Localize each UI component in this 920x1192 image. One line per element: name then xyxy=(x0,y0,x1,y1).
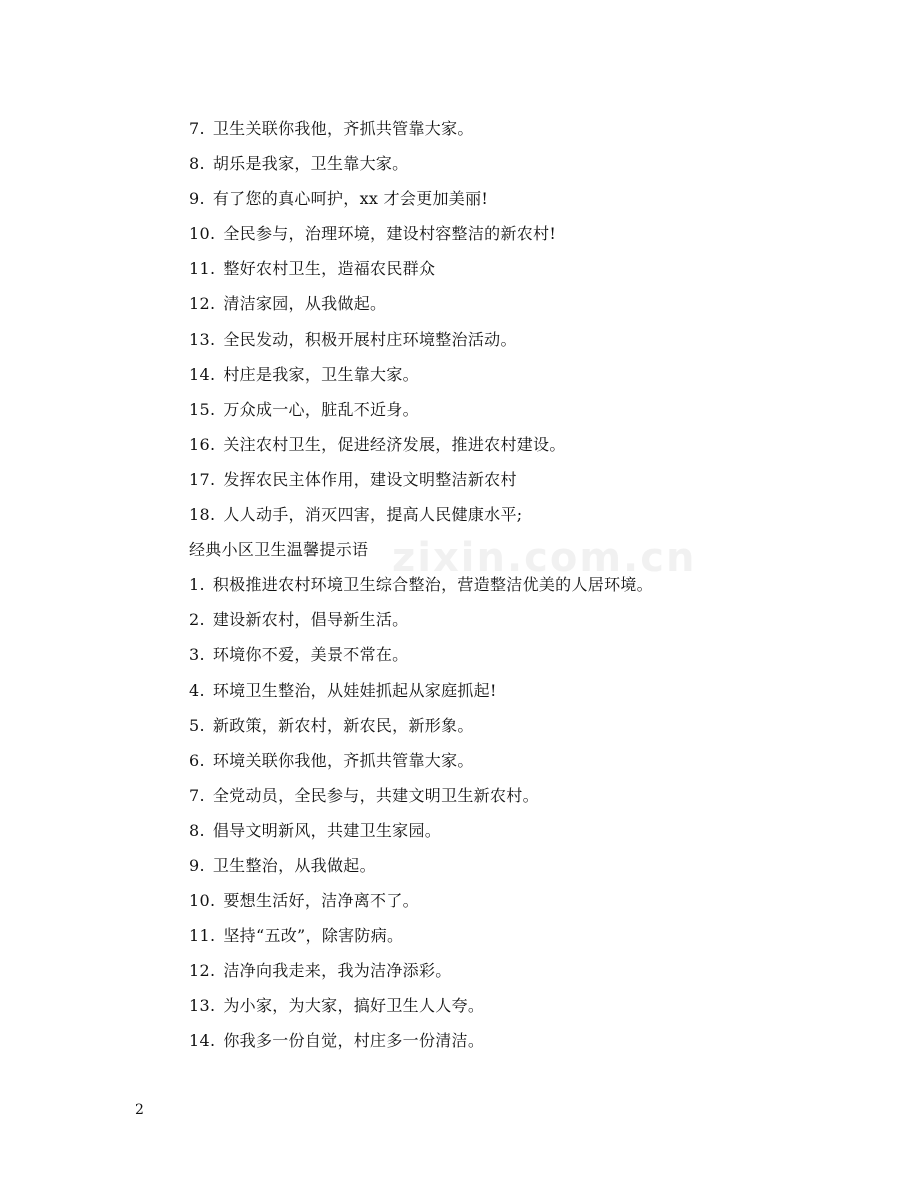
item-text: 全民发动，积极开展村庄环境整治活动。 xyxy=(223,329,517,349)
item-text: 发挥农民主体作用，建设文明整洁新农村 xyxy=(223,469,517,489)
list-item xyxy=(189,181,809,216)
list-item xyxy=(189,392,809,427)
list-item xyxy=(189,146,809,181)
list-item xyxy=(189,357,809,392)
item-number: 6. xyxy=(189,750,205,770)
item-number: 13. xyxy=(189,996,216,1016)
list-item xyxy=(189,322,809,357)
item-text: 卫生关联你我他，齐抓共管靠大家。 xyxy=(212,119,474,138)
list-item xyxy=(189,286,809,321)
item-text: 胡乐是我家，卫生靠大家。 xyxy=(212,154,409,174)
watermark: zixin.com.cn xyxy=(392,535,697,581)
item-number: 3. xyxy=(189,645,205,665)
item-number: 1. xyxy=(189,575,205,595)
item-number: 7. xyxy=(189,119,205,138)
list-item xyxy=(189,743,809,778)
item-text: 新政策，新农村，新农民，新形象。 xyxy=(212,715,474,735)
list-item xyxy=(189,778,809,813)
item-number: 12. xyxy=(189,294,216,314)
item-text: 村庄是我家，卫生靠大家。 xyxy=(223,364,419,384)
item-number: 8. xyxy=(189,154,205,174)
item-text: 万众成一心，脏乱不近身。 xyxy=(223,399,419,419)
slogan-list-1 xyxy=(189,111,809,532)
item-text: 积极推进农村环境卫生综合整治，营造整洁优美的人居环境。 xyxy=(212,575,653,595)
item-text: 要想生活好，洁净离不了。 xyxy=(223,891,419,911)
list-item xyxy=(189,848,809,883)
slogan-list-2 xyxy=(189,567,809,1058)
item-text: 坚持“五改”，除害防病。 xyxy=(223,926,404,946)
item-text: 环境卫生整治，从娃娃抓起从家庭抓起! xyxy=(212,680,497,700)
page-number: 2 xyxy=(135,1102,144,1118)
list-item xyxy=(189,216,809,251)
item-text: 关注农村卫生，促进经济发展，推进农村建设。 xyxy=(223,434,566,454)
list-item xyxy=(189,918,809,953)
document-body xyxy=(189,111,809,1059)
item-number: 9. xyxy=(189,855,205,875)
list-item xyxy=(189,813,809,848)
item-text: 为小家，为大家，搞好卫生人人夸。 xyxy=(223,996,485,1016)
item-number: 14. xyxy=(189,1031,216,1051)
item-text: 你我多一份自觉，村庄多一份清洁。 xyxy=(223,1031,485,1051)
list-item xyxy=(189,953,809,988)
list-item xyxy=(189,111,809,146)
list-item xyxy=(189,602,809,637)
list-item xyxy=(189,462,809,497)
item-number: 4. xyxy=(189,680,205,700)
item-text: 倡导文明新风，共建卫生家园。 xyxy=(212,820,442,840)
item-text: 建设新农村，倡导新生活。 xyxy=(212,610,409,630)
item-number: 17. xyxy=(189,469,216,489)
list-item xyxy=(189,497,809,532)
list-item xyxy=(189,637,809,672)
item-text: 清洁家园，从我做起。 xyxy=(223,294,387,314)
item-number: 2. xyxy=(189,610,205,630)
item-number: 5. xyxy=(189,715,205,735)
section-heading: 经典小区卫生温馨提示语 xyxy=(189,540,369,560)
item-number: 11. xyxy=(189,259,216,279)
item-number: 11. xyxy=(189,926,216,946)
item-number: 14. xyxy=(189,364,216,384)
item-number: 8. xyxy=(189,820,205,840)
item-text: 人人动手，消灭四害，提高人民健康水平; xyxy=(223,505,523,525)
item-number: 13. xyxy=(189,329,216,349)
item-number: 16. xyxy=(189,434,216,454)
list-item xyxy=(189,708,809,743)
item-text: 全民参与，治理环境，建设村容整洁的新农村! xyxy=(223,224,557,244)
item-number: 12. xyxy=(189,961,216,981)
item-number: 9. xyxy=(189,189,205,209)
item-number: 18. xyxy=(189,505,216,525)
item-text: 全党动员，全民参与，共建文明卫生新农村。 xyxy=(212,785,539,805)
list-item xyxy=(189,427,809,462)
list-item xyxy=(189,567,809,602)
item-number: 10. xyxy=(189,224,216,244)
list-item xyxy=(189,251,809,286)
item-text: 卫生整治，从我做起。 xyxy=(212,855,376,875)
item-text: 环境你不爱，美景不常在。 xyxy=(212,645,409,665)
list-item xyxy=(189,883,809,918)
item-text: 整好农村卫生，造福农民群众 xyxy=(223,259,436,279)
item-number: 10. xyxy=(189,891,216,911)
item-text: 洁净向我走来，我为洁净添彩。 xyxy=(223,961,452,981)
list-item xyxy=(189,988,809,1023)
item-text: 有了您的真心呵护，xx 才会更加美丽! xyxy=(212,189,489,209)
item-number: 15. xyxy=(189,399,216,419)
list-item xyxy=(189,673,809,708)
item-text: 环境关联你我他，齐抓共管靠大家。 xyxy=(212,750,474,770)
list-item xyxy=(189,1023,809,1058)
item-number: 7. xyxy=(189,785,205,805)
